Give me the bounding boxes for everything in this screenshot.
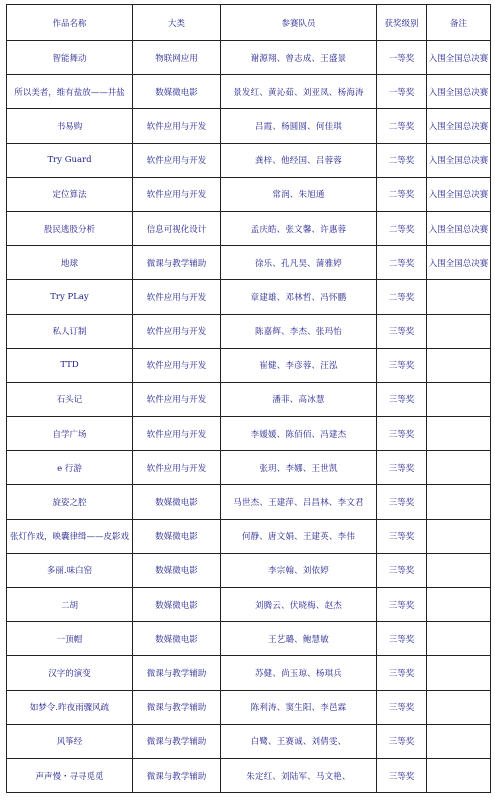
cell-level: 三等奖	[377, 622, 427, 656]
cell-work: 书易购	[7, 109, 133, 143]
cell-remark	[427, 280, 491, 314]
document-page	[6, 4, 490, 793]
cell-team: 龚梓、他经国、吕蓉蓉	[221, 143, 377, 177]
header-team: 参赛队员	[221, 5, 377, 41]
cell-work: 自学广场	[7, 417, 133, 451]
cell-team: 景发红、黄沁茹、刘亚凤、杨海涛	[221, 75, 377, 109]
cell-work: 多丽.味白窑	[7, 553, 133, 587]
cell-remark	[427, 417, 491, 451]
cell-category: 信息可视化设计	[133, 211, 221, 245]
table-row	[7, 246, 491, 280]
cell-category: 软件应用与开发	[133, 280, 221, 314]
cell-team: 李宗翰、刘依婷	[221, 553, 377, 587]
cell-work: 一顶帽	[7, 622, 133, 656]
table-row	[7, 519, 491, 553]
cell-team: 常润、朱旭通	[221, 177, 377, 211]
cell-category: 微课与教学辅助	[133, 690, 221, 724]
cell-remark	[427, 451, 491, 485]
cell-remark: 入围全国总决赛	[427, 41, 491, 75]
cell-team: 张玥、李娜、王世凯	[221, 451, 377, 485]
cell-level: 二等奖	[377, 246, 427, 280]
cell-remark	[427, 553, 491, 587]
cell-remark	[427, 656, 491, 690]
cell-level: 二等奖	[377, 211, 427, 245]
cell-team: 徐乐、孔凡昊、蒲雅婷	[221, 246, 377, 280]
table-row	[7, 485, 491, 519]
table-body	[7, 41, 491, 793]
cell-level: 三等奖	[377, 485, 427, 519]
cell-category: 微课与教学辅助	[133, 656, 221, 690]
cell-remark	[427, 382, 491, 416]
cell-team: 苏健、尚玉琼、杨琪兵	[221, 656, 377, 690]
cell-level: 三等奖	[377, 656, 427, 690]
cell-remark	[427, 758, 491, 792]
cell-category: 软件应用与开发	[133, 143, 221, 177]
table-row	[7, 451, 491, 485]
table-row	[7, 348, 491, 382]
cell-level: 二等奖	[377, 109, 427, 143]
cell-remark	[427, 622, 491, 656]
cell-remark	[427, 519, 491, 553]
cell-level: 二等奖	[377, 280, 427, 314]
cell-level: 三等奖	[377, 690, 427, 724]
cell-work: TTD	[7, 348, 133, 382]
cell-category: 数媒微电影	[133, 622, 221, 656]
cell-team: 孟庆皓、张文馨、许惠蓉	[221, 211, 377, 245]
cell-team: 谢源翔、曾志成、王盛景	[221, 41, 377, 75]
cell-work: 股民逃股分析	[7, 211, 133, 245]
cell-team: 李媛媛、陈佰佰、冯建杰	[221, 417, 377, 451]
table-row	[7, 758, 491, 792]
table-row	[7, 211, 491, 245]
cell-work: e 行游	[7, 451, 133, 485]
cell-work: 二胡	[7, 588, 133, 622]
cell-level: 三等奖	[377, 553, 427, 587]
table-row	[7, 622, 491, 656]
table-header	[7, 5, 491, 41]
cell-level: 三等奖	[377, 382, 427, 416]
cell-level: 三等奖	[377, 348, 427, 382]
cell-remark	[427, 485, 491, 519]
table-row	[7, 382, 491, 416]
cell-category: 软件应用与开发	[133, 417, 221, 451]
header-work: 作品名称	[7, 5, 133, 41]
cell-team: 章建雄、邓林哲、冯怀鹏	[221, 280, 377, 314]
cell-work: Try PLay	[7, 280, 133, 314]
cell-team: 崔健、李彦蓉、汪泓	[221, 348, 377, 382]
table-row	[7, 280, 491, 314]
cell-category: 物联网应用	[133, 41, 221, 75]
cell-work: 私人订制	[7, 314, 133, 348]
cell-level: 三等奖	[377, 519, 427, 553]
header-remark: 备注	[427, 5, 491, 41]
cell-team: 陈利涛、窦生阳、李邑霖	[221, 690, 377, 724]
table-row	[7, 109, 491, 143]
award-table	[6, 4, 491, 793]
table-row	[7, 656, 491, 690]
table-row	[7, 75, 491, 109]
cell-remark	[427, 690, 491, 724]
cell-remark: 入围全国总决赛	[427, 246, 491, 280]
table-row	[7, 553, 491, 587]
cell-level: 三等奖	[377, 417, 427, 451]
cell-remark	[427, 588, 491, 622]
table-row	[7, 314, 491, 348]
cell-level: 三等奖	[377, 588, 427, 622]
cell-remark: 入围全国总决赛	[427, 177, 491, 211]
header-category: 大类	[133, 5, 221, 41]
cell-team: 陈嘉辉、李杰、张玛怡	[221, 314, 377, 348]
cell-level: 一等奖	[377, 75, 427, 109]
cell-category: 数媒微电影	[133, 75, 221, 109]
cell-category: 软件应用与开发	[133, 109, 221, 143]
cell-remark: 入围全国总决赛	[427, 109, 491, 143]
cell-category: 软件应用与开发	[133, 382, 221, 416]
cell-category: 数媒微电影	[133, 553, 221, 587]
cell-team: 白鹭、王赛诚、刘倩雯、	[221, 724, 377, 758]
cell-work: 旋姿之腔	[7, 485, 133, 519]
cell-remark	[427, 348, 491, 382]
cell-remark: 入围全国总决赛	[427, 211, 491, 245]
cell-level: 一等奖	[377, 41, 427, 75]
table-row	[7, 177, 491, 211]
cell-work: 智能舞动	[7, 41, 133, 75]
cell-level: 二等奖	[377, 143, 427, 177]
table-row	[7, 690, 491, 724]
table-row	[7, 588, 491, 622]
cell-work: 石头记	[7, 382, 133, 416]
cell-work: 汉字的演变	[7, 656, 133, 690]
cell-team: 吕霞、杨圆圆、何佳琪	[221, 109, 377, 143]
cell-category: 软件应用与开发	[133, 451, 221, 485]
header-level: 获奖级别	[377, 5, 427, 41]
cell-team: 何静、唐文娟、王建英、李伟	[221, 519, 377, 553]
cell-category: 软件应用与开发	[133, 348, 221, 382]
cell-work: 地球	[7, 246, 133, 280]
cell-level: 二等奖	[377, 177, 427, 211]
cell-remark: 入围全国总决赛	[427, 75, 491, 109]
cell-level: 三等奖	[377, 758, 427, 792]
cell-category: 微课与教学辅助	[133, 758, 221, 792]
cell-work: 风筝经	[7, 724, 133, 758]
cell-team: 刘腾云、伏晓梅、赵杰	[221, 588, 377, 622]
cell-level: 三等奖	[377, 314, 427, 348]
cell-level: 三等奖	[377, 724, 427, 758]
cell-category: 软件应用与开发	[133, 177, 221, 211]
cell-team: 朱定红、刘陆军、马文艳、	[221, 758, 377, 792]
cell-category: 微课与教学辅助	[133, 246, 221, 280]
cell-category: 数媒微电影	[133, 485, 221, 519]
cell-category: 数媒微电影	[133, 588, 221, 622]
table-row	[7, 41, 491, 75]
cell-category: 数媒微电影	[133, 519, 221, 553]
header-row	[7, 5, 491, 41]
table-row	[7, 417, 491, 451]
cell-work: 如梦令.昨夜雨骤风疏	[7, 690, 133, 724]
cell-work: 声声慢・寻寻觅觅	[7, 758, 133, 792]
cell-work: 所以美者，维有盐放——井盐	[7, 75, 133, 109]
cell-team: 马世杰、王建萍、吕昌林、李文君	[221, 485, 377, 519]
cell-work: 定位算法	[7, 177, 133, 211]
cell-work: 张灯作戏，映囊律缉——皮影戏	[7, 519, 133, 553]
cell-team: 王艺璐、鲍慧敏	[221, 622, 377, 656]
cell-level: 三等奖	[377, 451, 427, 485]
cell-team: 潘菲、高冰慧	[221, 382, 377, 416]
table-row	[7, 143, 491, 177]
cell-category: 软件应用与开发	[133, 314, 221, 348]
cell-remark: 入围全国总决赛	[427, 143, 491, 177]
table-row	[7, 724, 491, 758]
cell-work: Try Guard	[7, 143, 133, 177]
cell-remark	[427, 314, 491, 348]
cell-category: 微课与教学辅助	[133, 724, 221, 758]
cell-remark	[427, 724, 491, 758]
